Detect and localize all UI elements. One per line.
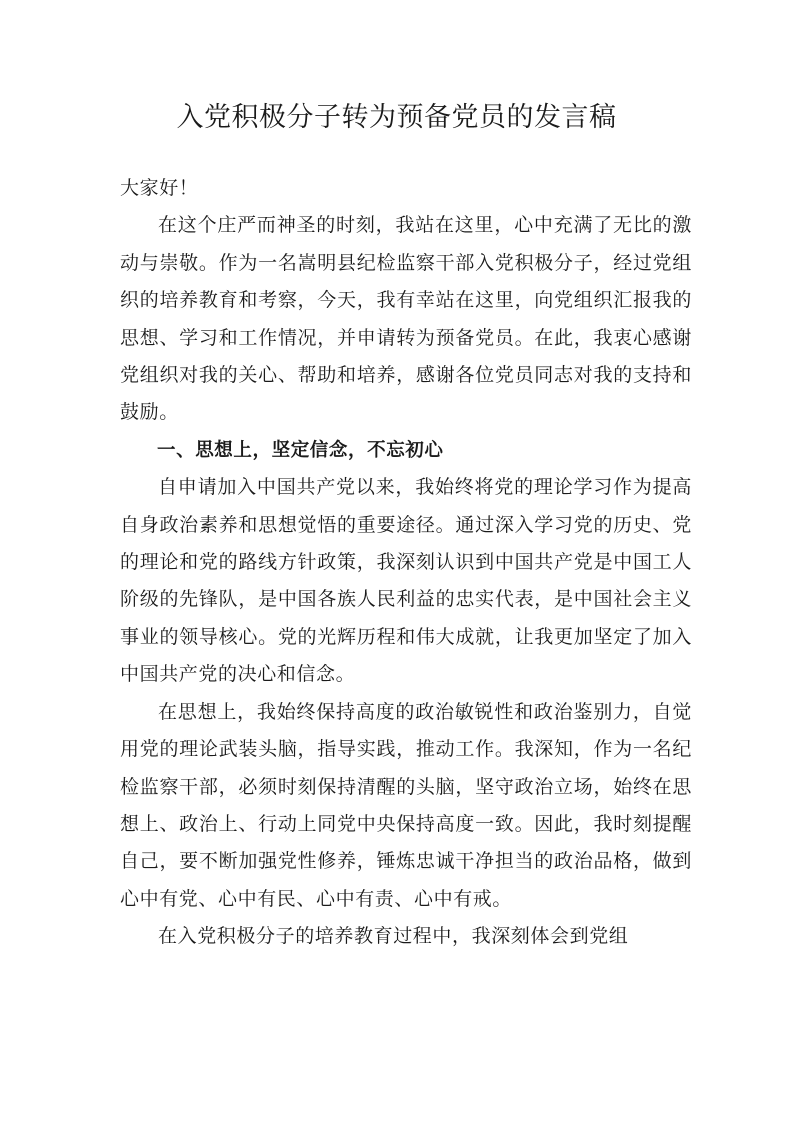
greeting: 大家好！	[120, 177, 199, 199]
paragraph-intro: 在这个庄严而神圣的时刻，我站在这里，心中充满了无比的激动与崇敬。作为一名嵩明县纪检监察干部入党积极分子，经过党组织的培养教育和考察，今天，我有幸站在这里，向党组织汇报我的思想、学习和工作情况，并申请转为预备党员。在此，我衷心感谢党组织对我的关心、帮助和培养，感谢各位党员同志对我的支持和鼓励。	[120, 214, 692, 424]
document-body	[120, 170, 692, 956]
paragraph-political-awareness: 在思想上，我始终保持高度的政治敏锐性和政治鉴别力，自觉用党的理论武装头脑，指导实践，推动工作。我深知，作为一名纪检监察干部，必须时刻保持清醒的头脑，坚守政治立场，始终在思想上、政治上、行动上同党中央保持高度一致。因此，我时刻提醒自己，要不断加强党性修养，锤炼忠诚干净担当的政治品格，做到心中有党、心中有民、心中有责、心中有戒。	[120, 700, 692, 910]
document-title: 入党积极分子转为预备党员的发言稿	[176, 102, 617, 133]
paragraph-theory-study: 自申请加入中国共产党以来，我始终将党的理论学习作为提高自身政治素养和思想觉悟的重要途径。通过深入学习党的历史、党的理论和党的路线方针政策，我深刻认识到中国共产党是中国工人阶级的先锋队，是中国各族人民利益的忠实代表，是中国社会主义事业的领导核心。党的光辉历程和伟大成就，让我更加坚定了加入中国共产党的决心和信念。	[120, 476, 692, 686]
paragraph-training-process: 在入党积极分子的培养教育过程中，我深刻体会到党组	[158, 925, 629, 948]
section-heading-1: 一、思想上，坚定信念，不忘初心	[157, 439, 444, 461]
